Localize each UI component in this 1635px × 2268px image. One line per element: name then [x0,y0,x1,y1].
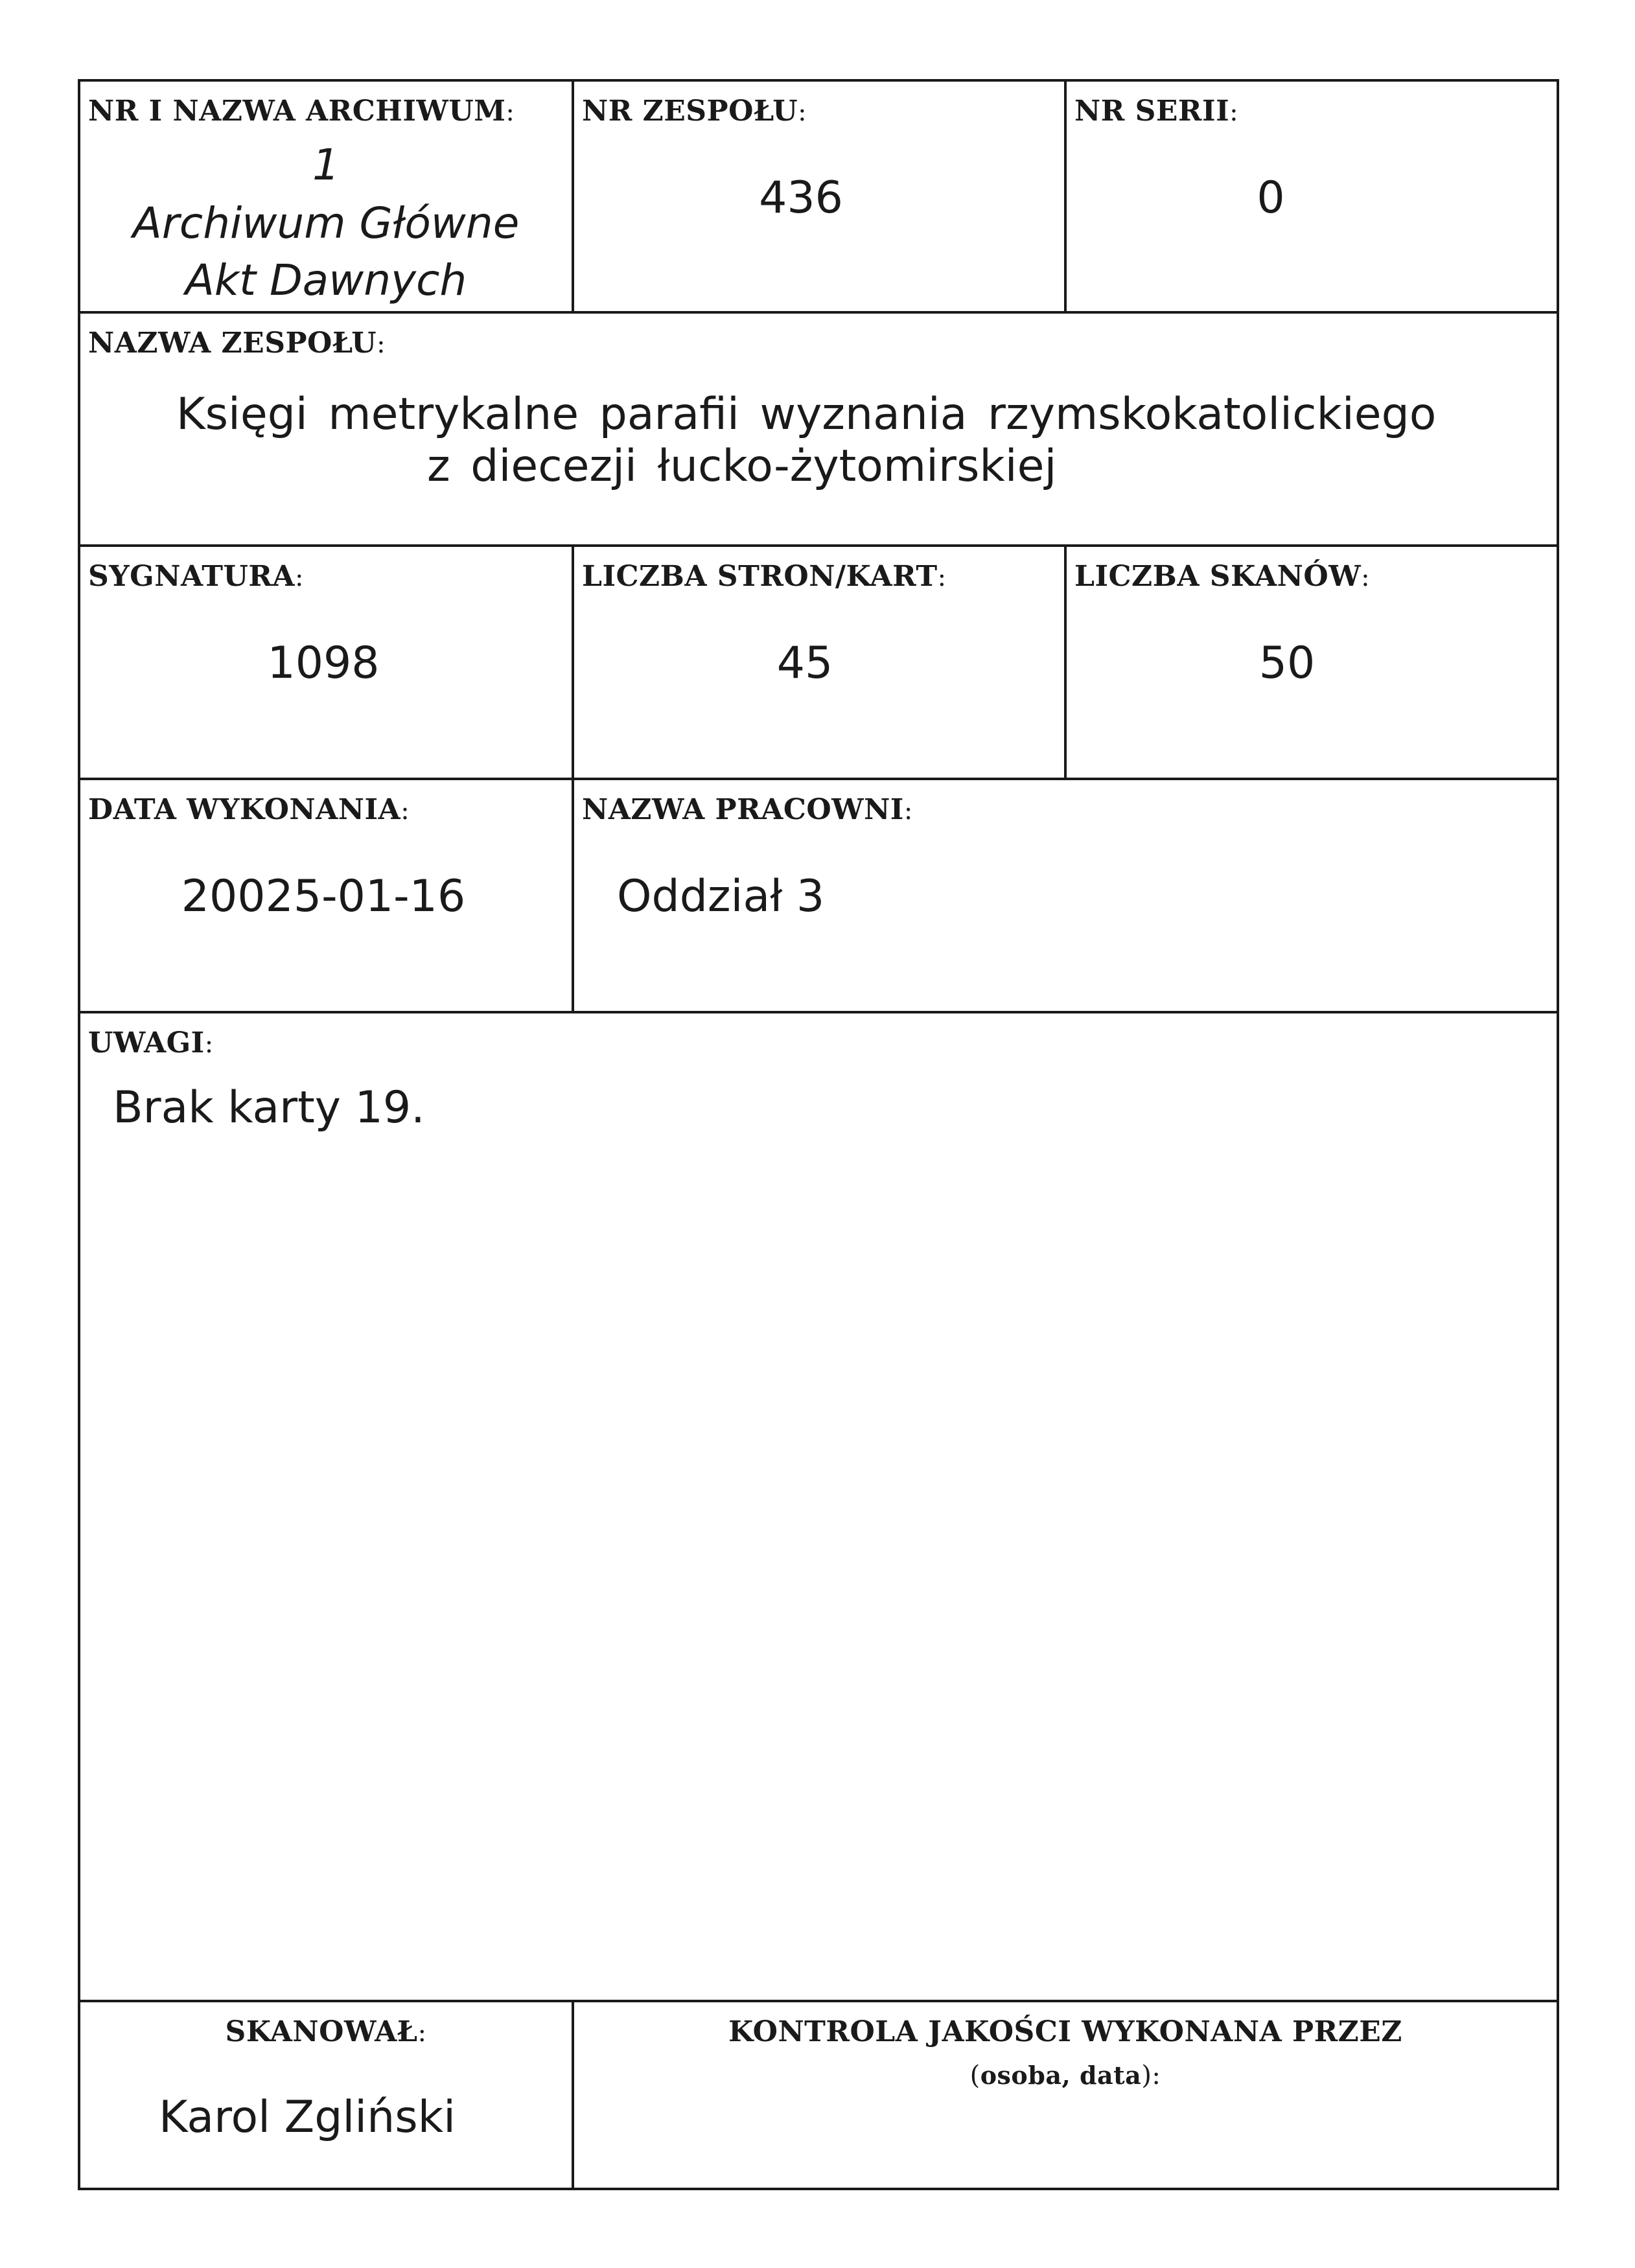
scan-count-label: LICZBA SKANÓW: [1074,560,1371,593]
quality-control-sublabel: (osoba, data): [969,2061,1161,2090]
fonds-name-label: NAZWA ZESPOŁU: [88,327,386,360]
scan-count-value: 50 [1258,638,1316,689]
workshop-value: Oddział 3 [617,871,825,922]
archive-cell [80,82,572,311]
series-number-label: NR SERII: [1074,95,1239,128]
archive-metadata-form [78,79,1559,2190]
date-value: 20025-01-16 [181,871,466,922]
remarks-cell [80,1013,1557,2000]
archive-name-line2: Akt Dawnych [185,255,467,305]
fonds-number-cell [574,82,1064,311]
quality-control-label: KONTROLA JAKOŚCI WYKONANA PRZEZ [728,2015,1402,2048]
scanned-by-label: SKANOWAŁ: [225,2015,427,2048]
fonds-name-line2: z diecezji łucko-żytomirskiej [427,441,1057,492]
archive-number: 1 [312,140,340,190]
scanned-by-value: Karol Zgliński [159,2092,456,2143]
workshop-cell [574,780,1557,1011]
scan-count-cell [1067,547,1557,778]
quality-control-cell [574,2002,1557,2190]
scanned-by-cell [80,2002,572,2190]
series-number-cell [1067,82,1557,311]
series-number-value: 0 [1257,172,1285,224]
page-count-label: LICZBA STRON/KART: [582,560,947,593]
date-label: DATA WYKONANIA: [88,793,410,826]
page-count-value: 45 [776,638,833,689]
remarks-label: UWAGI: [88,1026,214,1059]
remarks-value: Brak karty 19. [113,1082,425,1133]
fonds-name-line1: Księgi metrykalne parafii wyznania rzymskokatolickiego [176,389,1437,440]
signature-label: SYGNATURA: [88,560,305,593]
page-count-cell [574,547,1064,778]
archive-label: NR I NAZWA ARCHIWUM: [88,95,515,128]
signature-cell [80,547,572,778]
fonds-number-value: 436 [759,172,843,224]
date-cell [80,780,572,1011]
fonds-name-cell [80,314,1557,544]
workshop-label: NAZWA PRACOWNI: [582,793,913,826]
signature-value: 1098 [267,638,380,689]
fonds-number-label: NR ZESPOŁU: [582,95,807,128]
archive-name-line1: Archiwum Główne [132,198,520,248]
